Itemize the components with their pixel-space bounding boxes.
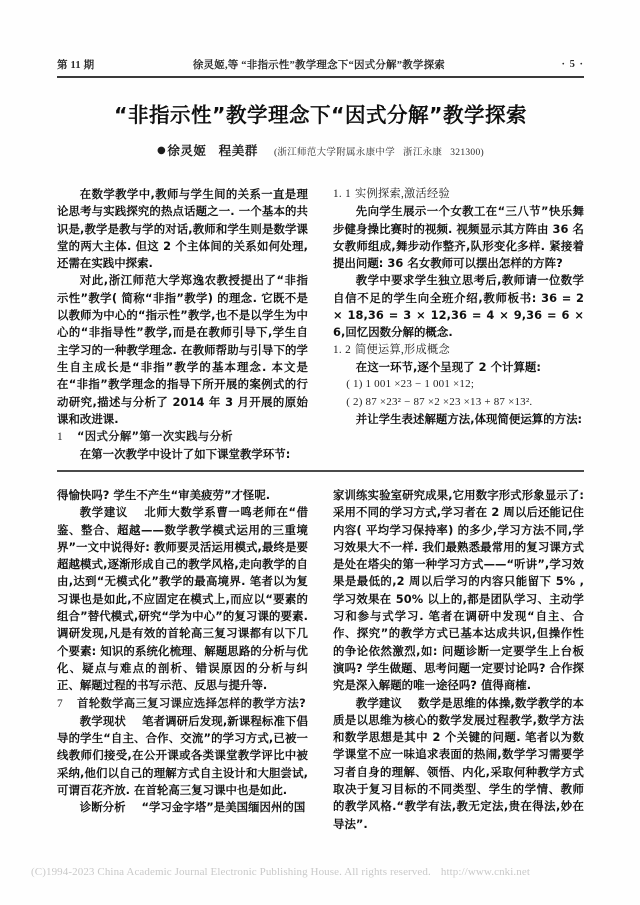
section-number: 7 (57, 697, 63, 710)
section-heading (57, 428, 308, 446)
paragraph (333, 695, 584, 833)
author-two: 程美群 (218, 143, 258, 158)
paragraph: 在数学教学中,教师与学生间的关系一直是理论思考与实践探究的热点话题之一. 一个基本的共识是,教学是教与学的对话,教师和学生则是数学课堂的两大主体. 但这 2 个主体间的关系如何处理,还需在实践中探索. (57, 187, 308, 271)
author-names (157, 143, 258, 158)
section-heading (333, 186, 584, 203)
affiliation (274, 148, 484, 158)
paragraph-lead-label: 诊断分析 (79, 800, 126, 815)
upper-column-block (57, 186, 584, 464)
paragraph (57, 504, 308, 694)
copyright-text: (C)1994-2023 China Academic Journal Electronic Publishing House. All rights reserved. (31, 866, 431, 878)
lower-left-column (57, 487, 308, 833)
paragraph-text: “学习金字塔”是美国缅因州的国 (141, 800, 306, 815)
lower-right-column (333, 487, 584, 833)
footer-copyright (31, 866, 609, 878)
section-number: 1. 2 (333, 343, 351, 356)
section-heading (57, 695, 308, 713)
paragraph: 教学中要求学生独立思考后,教师请一位数学自信不足的学生向全班介绍,教师板书: 36 = 2 × 18,36 = 3 × 12,36 = 4 × 9,36 = 6 × 6,回忆因数分解的概念. (333, 273, 584, 340)
upper-left-column (57, 186, 308, 464)
page-number: · 5 · (561, 58, 584, 70)
paragraph-text: 北师大数学系曹一鸣老师在“借鉴、整合、超越——数学教学模式运用的三重境界”一文中说得好: 教师要灵活运用模式,最终是要超越模式,逐渐形成自己的教学风格,走向教学的自由,达到“无模式化”教学的最高境界. 笔者以为复习课也是如此,不应固定在模式上,而应以“要素的组合”替代模式,研究“学为中心”的复习课的要素. 调研发现,凡是有效的首轮高三复习课都有以下几个要素: 知识的系统化梳理、解题思路的分析与优化、疑点与难点的剖析、错误原因的分析与纠正、解题过程的书写示范、反思与提升等. (57, 505, 309, 693)
paragraph: 并让学生表述解题方法,体现简便运算的方法: (355, 411, 583, 426)
section-number: 1. 1 (333, 188, 351, 200)
paragraph (57, 713, 308, 799)
math-expression: ( 2) 87 ×23² − 87 ×2 ×23 ×13 + 87 ×13². (346, 395, 533, 408)
running-head-issue: 第 11 期 (57, 59, 95, 71)
paragraph: 得愉快吗? 学生不产生“审美疲劳”才怪呢. (57, 488, 271, 502)
paragraph: 在这一环节,逐个呈现了 2 个计算题: (355, 359, 541, 374)
lower-column-block (57, 487, 584, 833)
section-title: “因式分解”第一次实践与分析 (77, 429, 233, 444)
section-title: 首轮数学高三复习课应选择怎样的教学方法? (77, 695, 307, 710)
paragraph-text: 数学是思维的体操,数学教学的本质是以思维为核心的数学发展过程教学,数学方法和数学思想是其中 2 个关键的问题. 笔者以为数学课堂不应一味追求表面的热闹,数学学习需要学习者自身的理解、领悟、内化,采取何种教学方式取决于复习目标的不同类型、学生的学情、教师的教学风格.“教学有法,教无定法,贵在得法,妙在导法”. (333, 695, 584, 831)
paragraph: 对此,浙江师范大学郑逸农教授提出了“非指示性”教学( 简称“非指”教学) 的理念. 它既不是以教师为中心的“指示性”教学,也不是以学生为中心的“非指导性”教学,而是在教师引导下,学生自主学习的一种教学理念. 在教师帮助与引导下的学生自主成长是“非指”教学的基本理念. 本文是在“非指”教学理念的指导下所开展的案例式的行动研究,描述与分析了 2014 年 3 月开展的原始课和改进课. (57, 273, 308, 426)
running-head-title: 徐灵姬,等 “非指示性”教学理念下“因式分解”教学探索 (192, 59, 445, 71)
paragraph: 家训练实验室研究成果,它用数字形式形象显示了: 采用不同的学习方式,学习者在 2 周以后还能记住内容( 平均学习保持率) 的多少,学习方法不同,学习效果大不一样. 我们最熟悉最常用的复习课方式是处在塔尖的第一种学习方式——“听讲”,学习效果是最低的,2 周以后学习的内容只能留下 5% ,学习效果在 50% 以上的,都是团队学习、主动学习和参与式学习. 笔者在调研中发现“自主、合作、探究”的教学方式已基本达成共识,但操作性的争论依然激烈,如: 问题诊断一定要学生上台板演吗? 学生做题、思考问题一定要讨论吗? 合作探究是深入解题的唯一途径吗? 值得商榷. (333, 488, 584, 693)
header-rule (57, 76, 584, 78)
affiliation-institution: 浙江师范大学附属永康中学 (277, 148, 396, 158)
paragraph-lead-label: 教学现状 (79, 713, 126, 728)
paragraph (57, 799, 308, 816)
section-heading (333, 342, 584, 359)
paragraph: 先向学生展示一个女教工在“三八节”快乐舞步健身操比赛时的视频. 视频显示其方阵由 36 名女教师组成,舞步动作整齐,队形变化多样. 紧接着提出问题: 36 名女教师可以摆出怎样的方阵? (333, 204, 584, 271)
section-title: 实例探索,激活经验 (355, 188, 450, 200)
paragraph: 在第一次教学中设计了如下课堂教学环节: (79, 447, 291, 462)
bullet-marker: ● (156, 145, 167, 156)
byline (57, 141, 584, 160)
upper-right-column (333, 186, 584, 464)
page-title: “非指示性”教学理念下“因式分解”教学探索 (114, 103, 527, 127)
running-head (57, 55, 584, 73)
paragraph-text: 笔者调研后发现,新课程标准下倡导的学生“自主、合作、交流”的学习方式,已被一线教师们接受,在公开课或各类课堂教学评比中被采纳,他们以自己的理解方式自主设计和大胆尝试,可谓百花齐放. 在首轮高三复习课中也是如此. (57, 713, 308, 798)
paragraph-lead-label: 教学建议 (355, 695, 402, 710)
affiliation-city: 浙江永康 (403, 148, 443, 158)
publisher-url: http://www.cnki.net (440, 866, 531, 878)
column-divider-rule (57, 470, 584, 472)
math-expression: ( 1) 1 001 ×23 − 1 001 ×12; (346, 378, 475, 391)
section-number: 1 (57, 431, 63, 444)
section-title: 简便运算,形成概念 (355, 343, 450, 356)
paragraph-lead-label: 教学建议 (79, 505, 128, 520)
author-one: 徐灵姬 (167, 143, 207, 158)
affiliation-zip: 321300 (450, 148, 481, 158)
affiliation-open-paren: ( (273, 148, 278, 158)
affiliation-close-paren: ) (480, 148, 484, 158)
